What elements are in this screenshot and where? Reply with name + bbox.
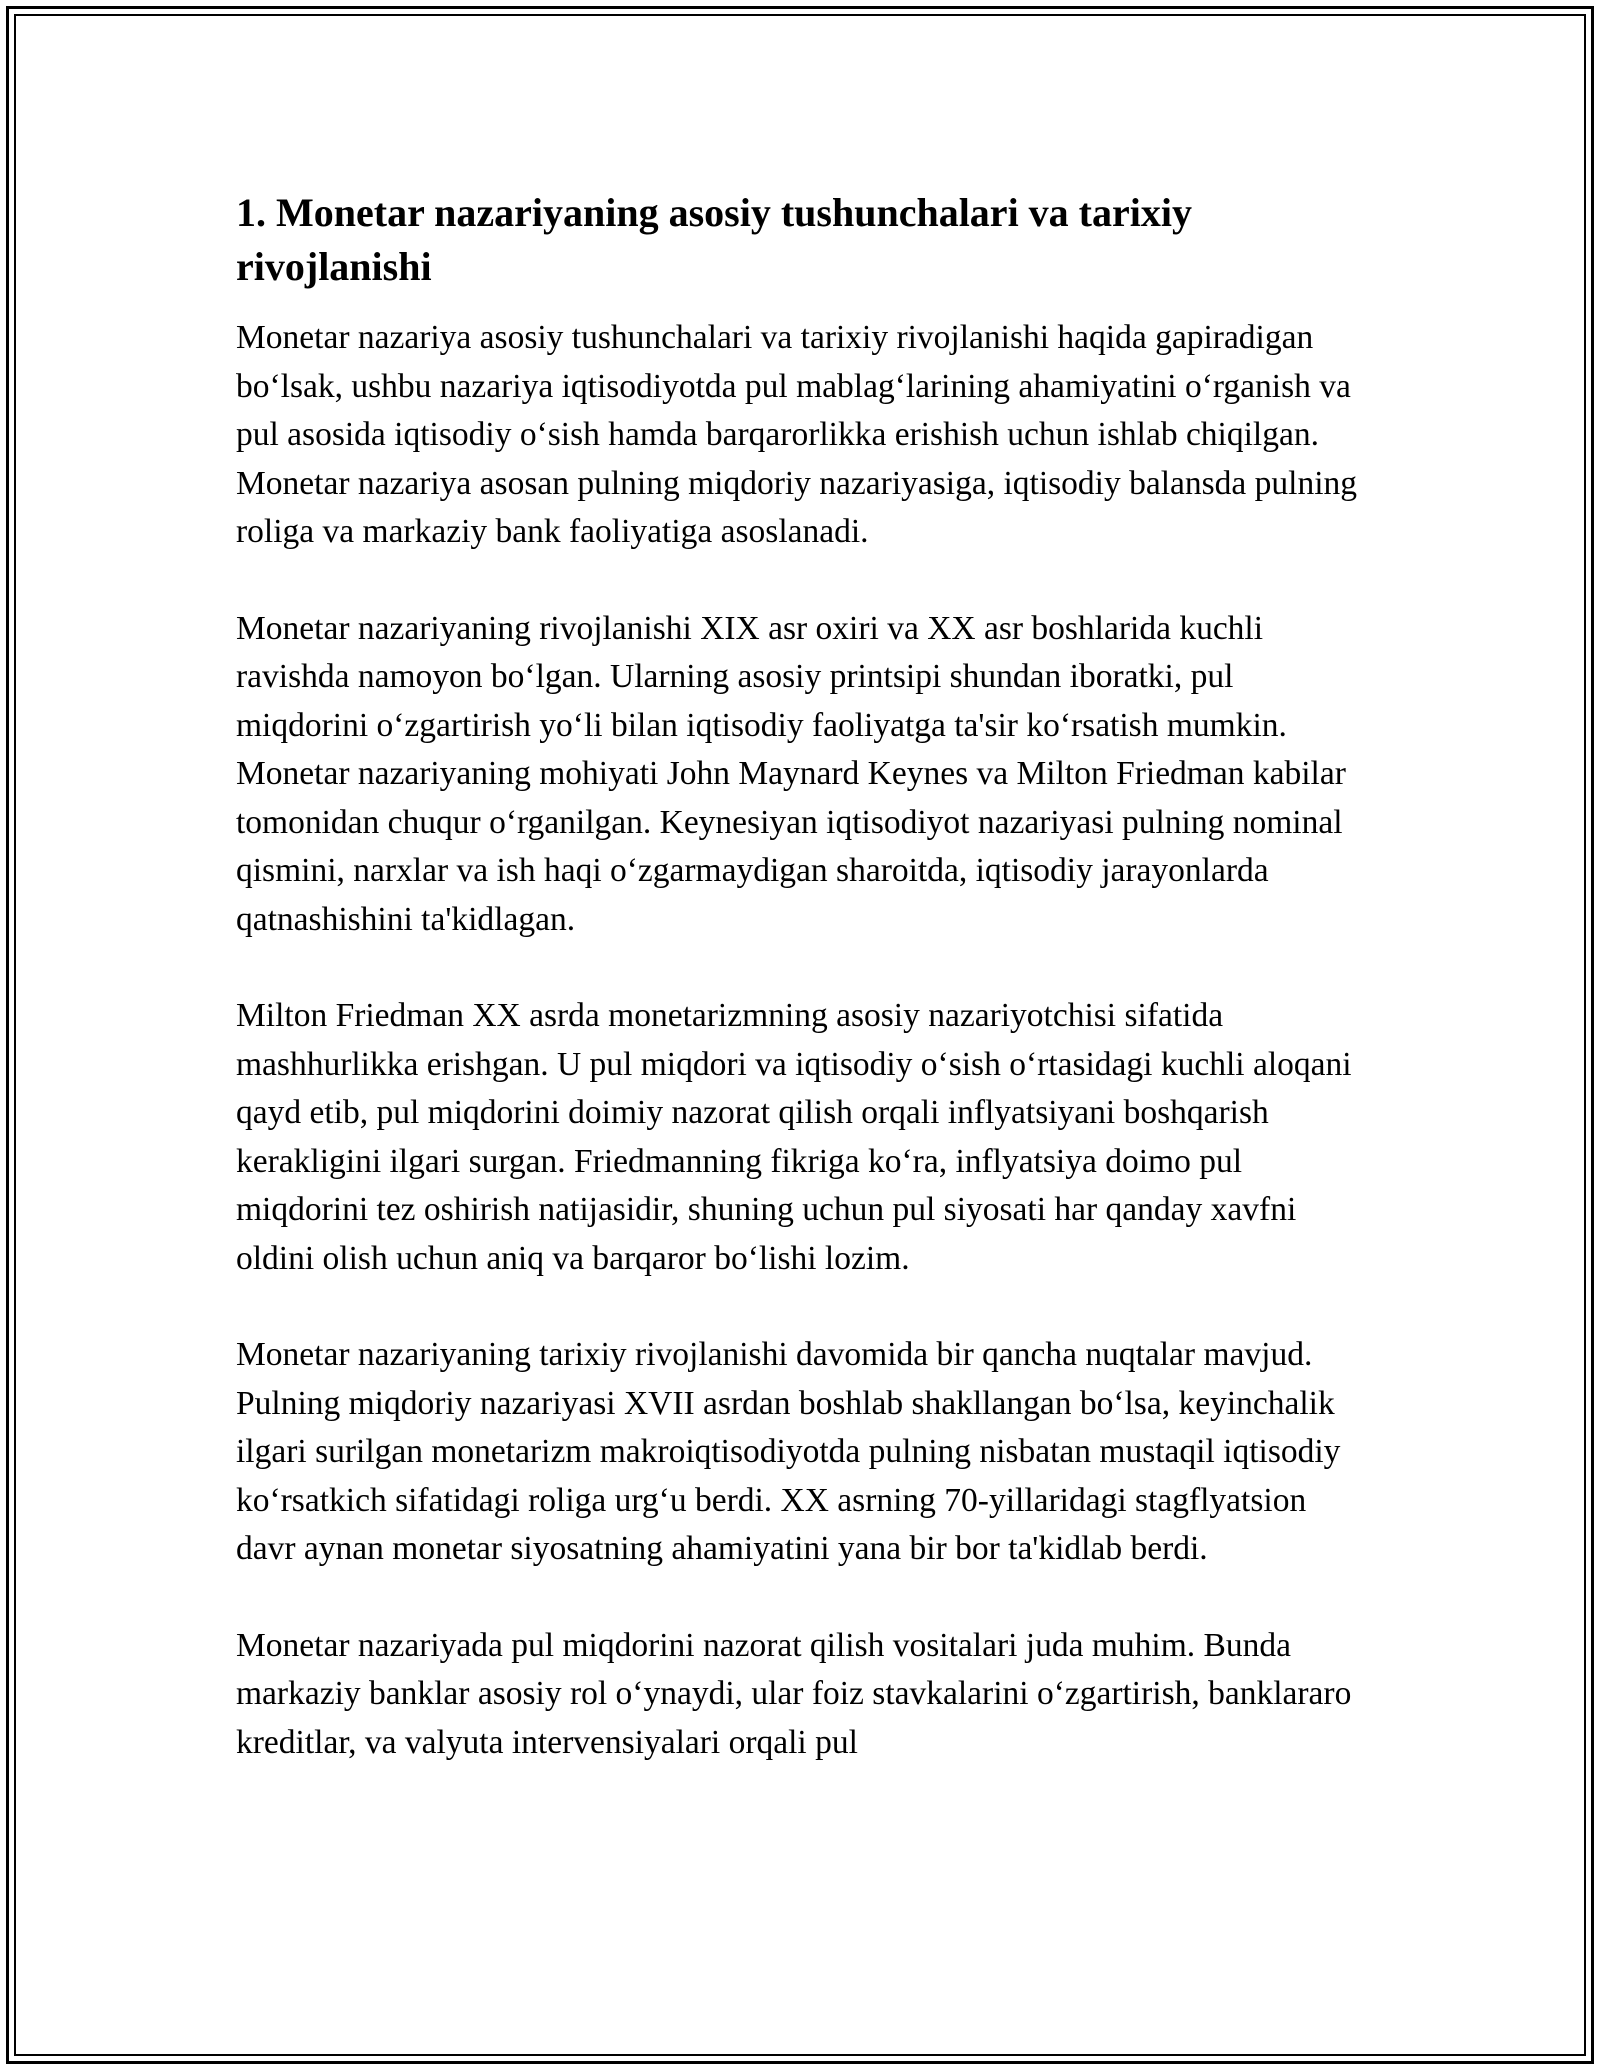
paragraph-3: Milton Friedman XX asrda monetarizmning asosiy nazariyotchisi sifatida mashhurlikka erishgan. U pul miqdori va iqtisodiy o‘sish o‘rtasidagi kuchli aloqani qayd etib, pul miqdorini doimiy nazorat qilish orqali inflyatsiyani boshqarish kerakligini ilgari surgan. Friedmanning fikriga ko‘ra, inflyatsiya doimo pul miqdorini tez oshirish natijasidir, shuning uchun pul siyosati har qanday xavfni oldini olish uchun aniq va barqaror bo‘lishi lozim. — [236, 997, 1352, 1277]
paragraph-2: Monetar nazariyaning rivojlanishi XIX asr oxiri va XX asr boshlarida kuchli ravishda namoyon bo‘lgan. Ularning asosiy printsipi shundan iboratki, pul miqdorini o‘zgartirish yo‘li bilan iqtisodiy faoliyatga ta'sir ko‘rsatish mumkin. Monetar nazariyaning mohiyati John Maynard Keynes va Milton Friedman kabilar tomonidan chuqur o‘rganilgan. Keynesiyan iqtisodiyot nazariyasi pulning nominal qismini, narxlar va ish haqi o‘zgarmaydigan sharoitda, iqtisodiy jarayonlarda qatnashishini ta'kidlagan. — [236, 609, 1346, 938]
section-heading: 1. Monetar nazariyaning asosiy tushunchalari va tarixiy rivojlanishi — [236, 190, 1192, 289]
paragraph-4: Monetar nazariyaning tarixiy rivojlanishi davomida bir qancha nuqtalar mavjud. Pulning miqdoriy nazariyasi XVII asrdan boshlab shakllangan bo‘lsa, keyinchalik ilgari surilgan monetarizm makroiqtisodiyotda pulning nisbatan mustaqil iqtisodiy ko‘rsatkich sifatidagi roliga urg‘u berdi. XX asrning 70-yillaridagi stagflyatsion davr aynan monetar siyosatning ahamiyatini yana bir bor ta'kidlab berdi. — [236, 1336, 1341, 1567]
document-body — [236, 186, 1366, 1815]
paragraph-5: Monetar nazariyada pul miqdorini nazorat qilish vositalari juda muhim. Bunda markaziy banklar asosiy rol o‘ynaydi, ular foiz stavkalarini o‘zgartirish, banklararo kreditlar, va valyuta intervensiyalari orqali pul — [236, 1626, 1352, 1761]
paragraph-1: Monetar nazariya asosiy tushunchalari va tarixiy rivojlanishi haqida gapiradigan bo‘lsak, ushbu nazariya iqtisodiyotda pul mablag‘larining ahamiyatini o‘rganish va pul asosida iqtisodiy o‘sish hamda barqarorlikka erishish uchun ishlab chiqilgan. Monetar nazariya asosan pulning miqdoriy nazariyasiga, iqtisodiy balansda pulning roliga va markaziy bank faoliyatiga asoslanadi. — [236, 319, 1358, 550]
